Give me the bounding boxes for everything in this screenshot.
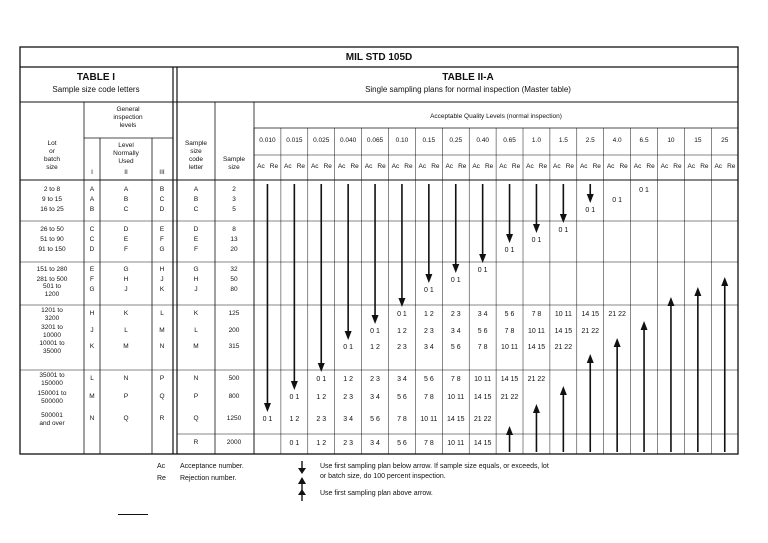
level-normally-3: Used <box>118 158 134 165</box>
re-label-4: Re <box>377 163 386 170</box>
aql-level-16: 15 <box>694 137 702 144</box>
ac-re-cell-10-7: 3 4 <box>450 328 461 335</box>
table2-subtitle: Single sampling plans for normal inspection (Master table) <box>365 85 571 94</box>
ac-re-cell-9-11: 10 11 <box>554 311 572 318</box>
code-letter-2: C <box>193 206 199 213</box>
legend-re-text: Rejection number. <box>180 475 237 482</box>
code-letter-10: L <box>194 327 198 334</box>
aql-level-8: 0.40 <box>476 137 489 144</box>
aql-level-11: 1.5 <box>558 137 568 144</box>
re-label-17: Re <box>727 163 736 170</box>
legend-down-text-2: or batch size, do 100 percent inspection. <box>320 473 446 480</box>
aql-level-13: 4.0 <box>612 137 622 144</box>
aql-level-5: 0.10 <box>395 137 409 144</box>
sample-size-10: 200 <box>228 327 240 334</box>
ac-re-cell-10-6: 2 3 <box>423 328 434 335</box>
ac-re-cell-9-7: 2 3 <box>450 311 461 318</box>
up-arrow-11 <box>560 386 567 452</box>
level-ii-7: H <box>123 276 129 283</box>
aql-level-0: 0.010 <box>259 137 276 144</box>
general-levels-header-3: levels <box>119 122 137 129</box>
general-levels-header-1: General <box>116 106 140 113</box>
lot-size-cont-10: 10000 <box>42 332 62 339</box>
sample-size-15: 2000 <box>226 439 242 446</box>
lot-size-9: 1201 to <box>41 307 63 314</box>
ac-re-cell-10-5: 1 2 <box>397 328 407 335</box>
ac-re-cell-12-2: 0 1 <box>316 376 327 383</box>
lot-size-12: 35001 to <box>39 372 65 379</box>
level-ii-3: D <box>123 226 129 233</box>
code-header-2: size <box>190 148 202 155</box>
up-arrow-13 <box>614 338 621 452</box>
level-iii-2: D <box>159 206 165 213</box>
ac-re-cell-10-4: 0 1 <box>370 328 380 335</box>
code-letter-8: J <box>194 286 198 293</box>
ac-re-cell-9-5: 0 1 <box>397 311 407 318</box>
ac-re-cell-9-13: 21 22 <box>608 311 626 318</box>
ac-re-cell-15-8: 14 15 <box>473 440 492 447</box>
aql-level-10: 1.0 <box>531 137 541 144</box>
level-i-14: N <box>89 415 95 422</box>
level-iii-5: G <box>159 246 165 253</box>
up-arrow-12 <box>587 354 594 452</box>
down-arrow-8 <box>479 184 486 263</box>
lot-size-13: 150001 to <box>37 390 67 397</box>
ac-re-cell-12-8: 10 11 <box>474 376 492 383</box>
up-arrow-10 <box>533 404 540 452</box>
sample-size-1: 3 <box>232 196 236 203</box>
aql-level-14: 6.5 <box>639 137 649 144</box>
ac-re-cell-14-2: 2 3 <box>316 416 327 423</box>
document-title: MIL STD 105D <box>345 52 413 63</box>
code-letter-6: G <box>193 266 199 273</box>
level-iii-13: Q <box>159 393 165 400</box>
code-letter-1: B <box>193 196 199 203</box>
level-ii-0: A <box>123 186 129 193</box>
ac-label-6: Ac <box>418 163 427 170</box>
lot-size-11: 10001 to <box>39 340 65 347</box>
lot-size-cont-11: 35000 <box>42 348 62 355</box>
aql-level-3: 0.040 <box>340 137 357 144</box>
sample-size-3: 8 <box>232 226 236 233</box>
ac-re-cell-14-0: 0 1 <box>262 416 273 423</box>
ac-re-cell-10-10: 10 11 <box>527 328 545 335</box>
lot-size-cont-13: 500000 <box>41 398 63 405</box>
code-letter-11: M <box>193 343 199 350</box>
ac-re-cell-14-7: 14 15 <box>446 416 465 423</box>
ac-re-cell-15-2: 1 2 <box>316 440 327 447</box>
re-label-11: Re <box>565 163 574 170</box>
level-ii-2: C <box>123 206 129 213</box>
ac-re-cell-6-8: 0 1 <box>477 267 488 274</box>
level-i-4: C <box>89 236 95 243</box>
down-arrow-7 <box>452 184 459 273</box>
ac-re-cell-13-2: 1 2 <box>316 394 327 401</box>
code-letter-5: F <box>194 246 198 253</box>
sample-size-12: 500 <box>228 375 240 382</box>
level-iii-7: J <box>160 276 164 283</box>
ac-re-cell-11-11: 21 22 <box>554 344 573 351</box>
up-arrow-14 <box>641 321 648 452</box>
sample-size-0: 2 <box>232 186 236 193</box>
level-iii-9: L <box>160 310 164 317</box>
aql-level-15: 10 <box>667 137 675 144</box>
aql-level-9: 0.65 <box>503 137 516 144</box>
level-i-9: H <box>89 310 95 317</box>
code-letter-3: D <box>193 226 199 233</box>
re-label-14: Re <box>646 163 655 170</box>
level-col-i: I <box>91 169 93 176</box>
ac-re-cell-15-5: 5 6 <box>397 440 407 447</box>
sample-size-5: 20 <box>230 246 238 253</box>
ac-re-cell-0-14: 0 1 <box>639 187 649 194</box>
ac-re-cell-10-12: 21 22 <box>581 328 600 335</box>
level-i-8: G <box>89 286 95 293</box>
ac-re-cell-11-6: 3 4 <box>423 344 434 351</box>
down-arrow-12 <box>587 184 594 203</box>
ac-re-cell-4-10: 0 1 <box>531 237 542 244</box>
code-header-4: letter <box>188 164 204 171</box>
code-letter-12: N <box>193 375 199 382</box>
level-iii-11: N <box>159 343 165 350</box>
down-arrow-5 <box>398 184 405 307</box>
ac-re-cell-9-12: 14 15 <box>581 311 600 318</box>
legend-ac-text: Acceptance number. <box>180 463 244 470</box>
lot-size-cont-8: 1200 <box>44 291 60 298</box>
ac-label-2: Ac <box>310 163 319 170</box>
re-label-8: Re <box>484 163 494 170</box>
lot-size-8: 501 to <box>42 283 62 290</box>
level-iii-0: B <box>159 186 165 193</box>
code-letter-14: Q <box>193 415 199 422</box>
ac-re-cell-8-6: 0 1 <box>423 287 434 294</box>
lot-header-1: Lot <box>47 140 57 147</box>
ac-re-cell-13-1: 0 1 <box>289 394 300 401</box>
ac-re-cell-14-6: 10 11 <box>420 416 438 423</box>
level-iii-12: P <box>159 375 165 382</box>
up-arrow-9 <box>506 426 513 452</box>
level-iii-4: F <box>160 236 164 243</box>
general-levels-header-2: inspection <box>113 114 143 121</box>
down-arrow-6 <box>425 184 432 283</box>
ac-re-cell-14-8: 21 22 <box>473 416 492 423</box>
level-col-ii: II <box>124 169 128 176</box>
code-letter-15: R <box>193 439 199 446</box>
ac-re-cell-12-3: 1 2 <box>343 376 354 383</box>
ac-re-cell-9-9: 5 6 <box>504 311 515 318</box>
re-label-9: Re <box>511 163 521 170</box>
re-label-3: Re <box>350 163 359 170</box>
level-ii-1: B <box>123 196 129 203</box>
level-normally-1: Level <box>118 142 134 149</box>
sample-size-9: 125 <box>228 310 240 317</box>
ac-label-12: Ac <box>579 163 588 170</box>
re-label-12: Re <box>592 163 601 170</box>
ac-label-0: Ac <box>257 163 265 170</box>
ac-re-cell-3-11: 0 1 <box>558 227 569 234</box>
ac-re-cell-9-6: 1 2 <box>423 311 434 318</box>
sample-size-6: 32 <box>230 266 238 273</box>
legend-ac-abbr: Ac <box>157 463 166 470</box>
level-iii-8: K <box>159 286 165 293</box>
ac-re-cell-12-4: 2 3 <box>370 376 380 383</box>
level-iii-14: R <box>159 415 165 422</box>
level-col-iii: III <box>159 169 165 176</box>
sample-size-8: 80 <box>230 286 238 293</box>
down-arrow-1 <box>291 184 298 390</box>
ac-label-4: Ac <box>364 163 373 170</box>
lot-size-7: 281 to 500 <box>36 276 68 283</box>
sample-size-2: 5 <box>232 206 236 213</box>
ac-re-cell-5-9: 0 1 <box>504 247 515 254</box>
ac-re-cell-15-3: 2 3 <box>343 440 354 447</box>
ac-re-cell-12-9: 14 15 <box>500 376 519 383</box>
lot-size-10: 3201 to <box>41 324 63 331</box>
ac-re-cell-11-8: 7 8 <box>477 344 488 351</box>
ac-re-cell-15-6: 7 8 <box>423 440 434 447</box>
aql-header: Acceptable Quality Levels (normal inspection) <box>430 113 562 120</box>
code-header-3: code <box>188 156 204 163</box>
level-i-2: B <box>89 206 95 213</box>
re-label-2: Re <box>323 163 332 170</box>
level-i-5: D <box>89 246 95 253</box>
ac-re-cell-13-8: 14 15 <box>473 394 492 401</box>
level-i-10: J <box>90 327 94 334</box>
level-ii-12: N <box>123 375 129 382</box>
aql-level-7: 0.25 <box>449 137 463 144</box>
ac-re-cell-11-3: 0 1 <box>343 344 354 351</box>
ac-re-cell-7-7: 0 1 <box>450 277 461 284</box>
re-label-10: Re <box>538 163 548 170</box>
ac-label-7: Ac <box>445 163 454 170</box>
ac-re-cell-12-5: 3 4 <box>397 376 407 383</box>
table1-subtitle: Sample size code letters <box>52 85 140 94</box>
level-i-0: A <box>89 186 95 193</box>
down-arrow-10 <box>533 184 540 233</box>
ac-re-cell-9-8: 3 4 <box>477 311 488 318</box>
ac-re-cell-11-4: 1 2 <box>370 344 380 351</box>
lot-size-cont-14: and over <box>39 420 65 427</box>
ac-re-cell-11-5: 2 3 <box>397 344 407 351</box>
lot-size-cont-9: 3200 <box>44 315 60 322</box>
ac-re-cell-10-9: 7 8 <box>504 328 515 335</box>
ac-re-cell-9-10: 7 8 <box>531 311 542 318</box>
code-letter-0: A <box>193 186 199 193</box>
up-arrow-17 <box>721 277 728 452</box>
lot-size-6: 151 to 280 <box>36 266 68 273</box>
code-letter-7: H <box>193 276 199 283</box>
level-i-3: C <box>89 226 95 233</box>
aql-level-1: 0.015 <box>286 137 303 144</box>
level-i-11: K <box>89 343 95 350</box>
re-label-7: Re <box>458 163 467 170</box>
lot-size-0: 2 to 8 <box>43 186 61 193</box>
aql-level-17: 25 <box>721 137 729 144</box>
code-letter-4: E <box>193 236 199 243</box>
code-letter-13: P <box>193 393 199 400</box>
level-normally-2: Normally <box>113 150 139 157</box>
re-label-6: Re <box>431 163 440 170</box>
ac-label-15: Ac <box>660 163 669 170</box>
level-ii-11: M <box>123 343 129 350</box>
sample-size-7: 50 <box>230 276 238 283</box>
re-label-0: Re <box>269 163 279 170</box>
level-ii-10: L <box>124 327 128 334</box>
ac-re-cell-2-12: 0 1 <box>585 207 596 214</box>
down-arrow-4 <box>372 184 379 324</box>
ac-label-5: Ac <box>391 163 400 170</box>
ac-re-cell-14-5: 7 8 <box>397 416 407 423</box>
legend-up-text: Use first sampling plan above arrow. <box>320 490 433 497</box>
ac-re-cell-11-7: 5 6 <box>450 344 461 351</box>
re-label-5: Re <box>404 163 413 170</box>
ac-re-cell-15-1: 0 1 <box>289 440 300 447</box>
ac-re-cell-12-6: 5 6 <box>423 376 434 383</box>
ac-re-cell-14-3: 3 4 <box>343 416 354 423</box>
level-ii-14: Q <box>123 415 129 422</box>
sample-size-14: 1250 <box>226 415 242 422</box>
footnote-rule <box>118 514 148 515</box>
table1-title: TABLE I <box>76 72 116 83</box>
ac-label-10: Ac <box>526 163 534 170</box>
level-iii-1: C <box>159 196 165 203</box>
lot-size-2: 16 to 25 <box>40 206 64 213</box>
lot-size-3: 26 to 50 <box>40 226 64 233</box>
legend-down-text-1: Use first sampling plan below arrow. If sample size equals, or exceeds, lot <box>320 463 549 470</box>
re-label-13: Re <box>619 163 628 170</box>
down-arrow-2 <box>318 184 325 372</box>
lot-header-2: or <box>49 148 55 155</box>
aql-level-12: 2.5 <box>585 137 595 144</box>
lot-size-5: 91 to 150 <box>38 246 66 253</box>
ac-label-8: Ac <box>472 163 480 170</box>
ac-re-cell-12-7: 7 8 <box>450 376 461 383</box>
ac-re-cell-13-6: 7 8 <box>423 394 434 401</box>
level-i-1: A <box>89 196 95 203</box>
up-arrow-15 <box>667 297 674 452</box>
ac-label-3: Ac <box>337 163 346 170</box>
level-ii-13: P <box>123 393 129 400</box>
down-arrow-11 <box>560 184 567 223</box>
re-label-15: Re <box>673 163 682 170</box>
level-ii-9: K <box>123 310 129 317</box>
size-header-1: Sample <box>222 156 246 163</box>
lot-header-3: batch <box>44 156 60 163</box>
ac-re-cell-11-10: 14 15 <box>527 344 546 351</box>
level-i-6: E <box>89 266 95 273</box>
level-i-7: F <box>90 276 94 283</box>
lot-size-cont-12: 150000 <box>41 380 63 387</box>
table2-title: TABLE II-A <box>442 72 494 83</box>
level-ii-4: E <box>123 236 129 243</box>
ac-re-cell-13-5: 5 6 <box>397 394 407 401</box>
ac-label-17: Ac <box>714 163 723 170</box>
ac-re-cell-10-8: 5 6 <box>477 328 488 335</box>
sample-size-4: 13 <box>230 236 238 243</box>
ac-re-cell-11-9: 10 11 <box>501 344 519 351</box>
ac-re-cell-1-13: 0 1 <box>612 197 623 204</box>
level-iii-10: M <box>159 327 165 334</box>
ac-re-cell-13-4: 3 4 <box>370 394 380 401</box>
ac-re-cell-15-7: 10 11 <box>447 440 465 447</box>
level-iii-6: H <box>159 266 165 273</box>
re-label-16: Re <box>700 163 709 170</box>
ac-label-14: Ac <box>633 163 642 170</box>
aql-level-2: 0.025 <box>313 137 330 144</box>
ac-re-cell-15-4: 3 4 <box>370 440 380 447</box>
ac-re-cell-12-10: 21 22 <box>527 376 546 383</box>
ac-re-cell-13-9: 21 22 <box>500 394 519 401</box>
aql-level-4: 0.065 <box>366 137 384 144</box>
ac-re-cell-13-7: 10 11 <box>447 394 465 401</box>
ac-re-cell-14-4: 5 6 <box>370 416 380 423</box>
aql-level-6: 0.15 <box>422 137 436 144</box>
lot-size-1: 9 to 15 <box>42 196 62 203</box>
sample-size-11: 315 <box>228 343 240 350</box>
ac-re-cell-14-1: 1 2 <box>289 416 300 423</box>
down-arrow-0 <box>264 184 271 412</box>
down-arrow-9 <box>506 184 513 243</box>
level-ii-5: F <box>124 246 128 253</box>
lot-size-14: 500001 <box>41 412 63 419</box>
ac-label-1: Ac <box>284 163 292 170</box>
lot-header-4: size <box>46 164 58 171</box>
ac-label-11: Ac <box>553 163 561 170</box>
ac-re-cell-10-11: 14 15 <box>554 328 573 335</box>
level-ii-8: J <box>124 286 128 293</box>
level-i-13: M <box>89 393 95 400</box>
level-i-12: L <box>90 375 94 382</box>
level-iii-3: E <box>159 226 165 233</box>
ac-re-cell-13-3: 2 3 <box>343 394 354 401</box>
code-letter-9: K <box>193 310 199 317</box>
level-ii-6: G <box>123 266 129 273</box>
ac-label-9: Ac <box>499 163 507 170</box>
re-label-1: Re <box>296 163 305 170</box>
size-header-2: size <box>228 164 240 171</box>
sample-size-13: 800 <box>228 393 240 400</box>
ac-label-16: Ac <box>687 163 696 170</box>
legend-arrows-icon <box>296 460 308 502</box>
legend-re-abbr: Re <box>157 475 166 482</box>
code-header-1: Sample <box>184 140 208 147</box>
lot-size-4: 51 to 90 <box>40 236 64 243</box>
ac-label-13: Ac <box>606 163 615 170</box>
up-arrow-16 <box>694 287 701 452</box>
